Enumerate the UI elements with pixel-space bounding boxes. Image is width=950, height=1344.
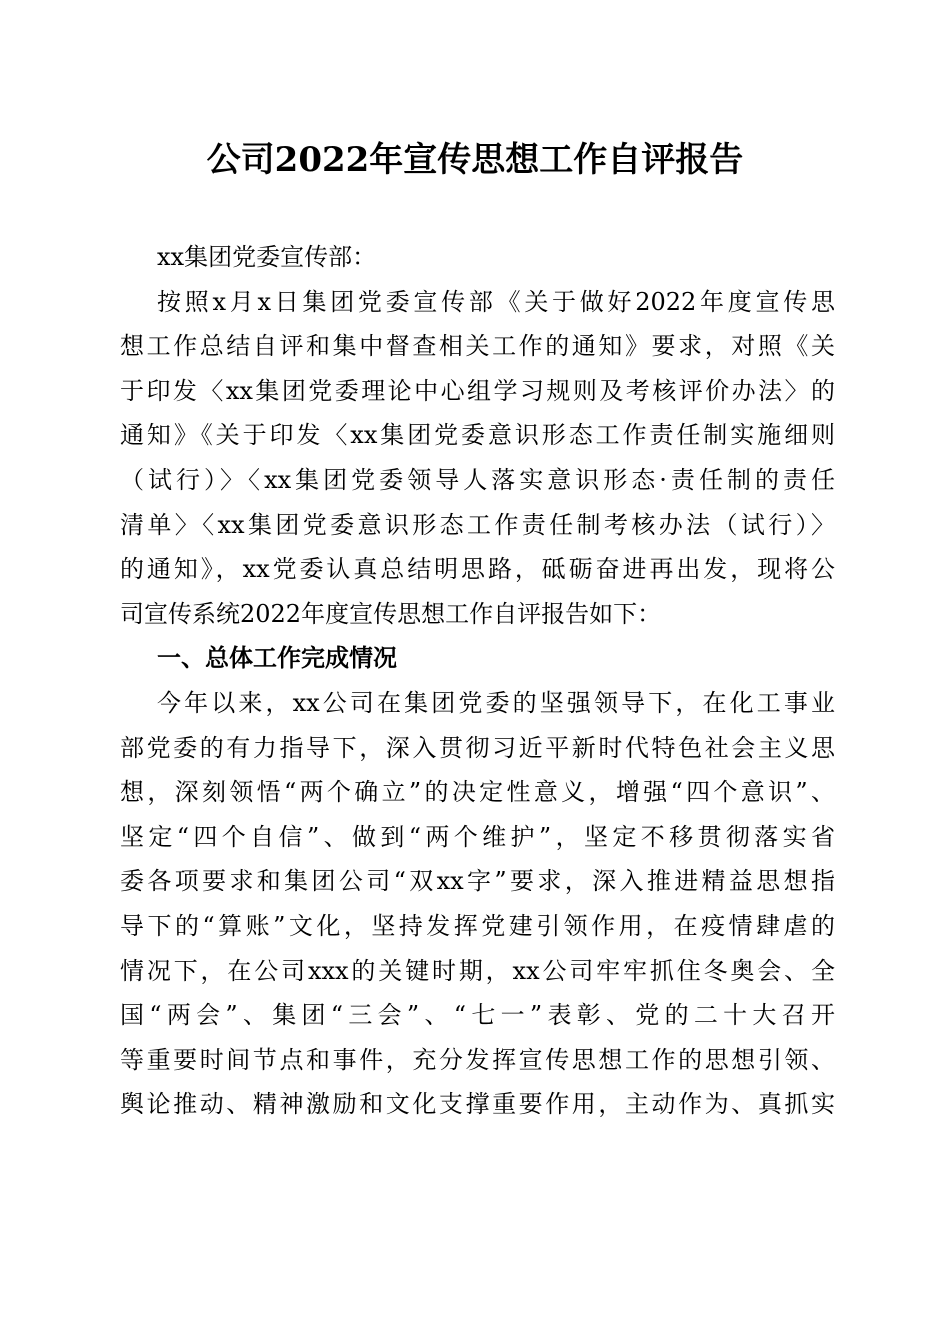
section1-line: 国“两会”、集团“三会”、“七一”表彰、党的二十大召开 <box>120 1001 835 1030</box>
section1-line: 导下的“算账”文化，坚持发挥党建引领作用，在疫情肆虐的 <box>120 911 835 940</box>
section1-line: 想，深刻领悟“两个确立”的决定性意义，增强“四个意识”、 <box>120 778 835 807</box>
intro-line: 清单〉〈xx集团党委意识形态工作责任制考核办法（试行）〉 <box>120 510 835 539</box>
section1-line: 今年以来，xx公司在集团党委的坚强领导下，在化工事业 <box>157 688 835 717</box>
intro-line: （试行）〉〈xx集团党委领导人落实意识形态·责任制的责任 <box>120 465 835 494</box>
intro-line: 通知》《关于印发〈xx集团党委意识形态工作责任制实施细则 <box>120 421 835 450</box>
intro-line: 按照x月x日集团党委宣传部《关于做好2022年度宣传思 <box>157 287 835 316</box>
section1-line: 委各项要求和集团公司“双xx字”要求，深入推进精益思想指 <box>120 867 835 896</box>
document-body <box>120 235 835 1127</box>
section1-line: 部党委的有力指导下，深入贯彻习近平新时代特色社会主义思 <box>120 733 835 762</box>
intro-line: 于印发〈xx集团党委理论中心组学习规则及考核评价办法〉的 <box>120 376 835 405</box>
section-heading: 一、总体工作完成情况 <box>157 644 397 673</box>
intro-line: 的通知》，xx党委认真总结明思路，砥砺奋进再出发，现将公 <box>120 555 835 584</box>
intro-line: 想工作总结自评和集中督查相关工作的通知》要求，对照《关 <box>120 332 835 361</box>
section1-line: 等重要时间节点和事件，充分发挥宣传思想工作的思想引领、 <box>120 1045 835 1074</box>
intro-line: 司宣传系统2022年度宣传思想工作自评报告如下： <box>120 599 662 628</box>
section1-paragraph <box>120 681 835 1127</box>
section1-line: 舆论推动、精神激励和文化支撑重要作用，主动作为、真抓实 <box>120 1090 835 1119</box>
intro-paragraph <box>120 280 835 637</box>
document-title: 公司2022年宣传思想工作自评报告 <box>206 140 744 180</box>
section1-line: 坚定“四个自信”、做到“两个维护”，坚定不移贯彻落实省 <box>120 822 835 851</box>
section1-line: 情况下，在公司xxx的关键时期，xx公司牢牢抓住冬奥会、全 <box>120 956 835 985</box>
salutation: xx集团党委宣传部： <box>157 243 377 271</box>
